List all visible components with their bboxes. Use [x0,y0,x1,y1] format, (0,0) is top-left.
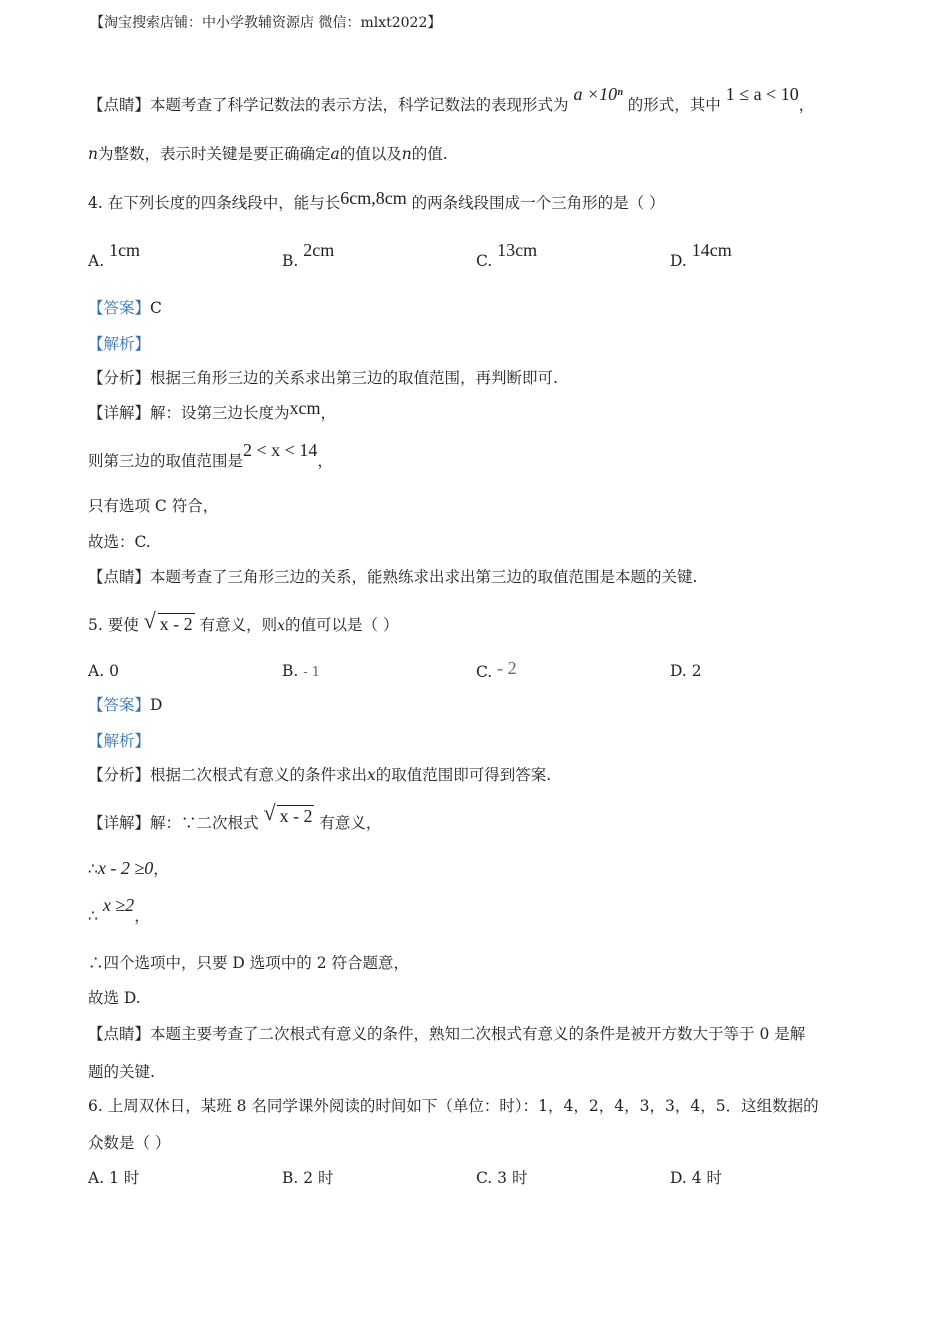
intro-line-2 [88,144,448,164]
q5-step-1: ∴x - 2 ≥0， [88,858,169,878]
q4-answer [88,298,162,318]
q4-detail-4: 故选：C. [88,533,151,551]
q4-dianjing: 【点睛】本题考查了三角形三边的关系，能熟练求出求出第三边的取值范围是本题的关键. [88,568,698,586]
intro-line2-text-3: 的值. [411,145,448,163]
q4-detail-1: 【详解】解：设第三边长度为xcm， [88,398,337,422]
q5-answer: 【答案】D [88,696,163,714]
q4-answer-value: C [150,299,162,317]
q5-option-c: C. - 2 [476,658,517,681]
var-n: n [88,145,98,163]
q5-dianjing-2: 题的关键. [88,1063,155,1081]
sci-notation-formula: a ×10ⁿ [573,84,623,104]
q4-detail-3: 只有选项 C 符合， [88,497,219,515]
q4-option-c: C. 13cm [476,240,538,270]
q5-detail-5: 故选 D. [88,989,141,1007]
q4-lengths: 6cm,8cm [340,188,407,208]
q5-option-b: B. - 1 [282,662,321,680]
page-header: 【淘宝搜索店铺：中小学教辅资源店 微信：mlxt2022】 [90,15,442,31]
sqrt-expression-2: √ x - 2 [263,800,313,826]
intro-line2-text: 为整数，表示时关键是要正确确定 [97,145,331,163]
q4-text-1: 4. 在下列长度的四条线段中，能与长 [88,194,341,212]
q6-stem-1: 6. 上周双休日，某班 8 名同学课外阅读的时间如下（单位：时）：1，4，2，4，3，3，4，5．这组数据的 [88,1097,819,1115]
q4-option-d: D. 14cm [670,240,732,270]
q5-step-2: ∴ x ≥2， [88,895,150,925]
q4-stem [88,188,665,213]
q5-option-d: D. 2 [670,662,702,680]
q6-option-d: D. 4 时 [670,1169,723,1187]
q5-detail-4: ∴四个选项中，只要 D 选项中的 2 符合题意， [88,954,409,972]
q4-option-b: B. 2cm [282,240,335,270]
intro-text-2: 的形式，其中 [627,96,721,114]
var-a: a [330,145,340,163]
q5-detail-1: 【详解】解：∵二次根式 √ x - 2 有意义， [88,800,382,832]
q5-analysis-tag: 【解析】 [88,732,151,750]
range-formula: 1 ≤ a < 10 [725,84,799,104]
q4-option-a: A. 1cm [88,240,141,270]
q4-fenxi: 【分析】根据三角形三边的关系求出第三边的取值范围，再判断即可. [88,369,558,387]
intro-line-1 [88,84,815,115]
dianjing-tag: 【点睛】 [88,96,151,114]
q6-option-a: A. 1 时 [88,1169,140,1187]
intro-line2-text-2: 的值以及 [339,145,402,163]
intro-text-1: 本题考查了科学记数法的表示方法，科学记数法的表现形式为 [150,96,569,114]
q4-text-2: 的两条线段围成一个三角形的是（ ） [411,194,665,212]
q5-stem: 5. 要使 √ x - 2 有意义，则x的值可以是（ ） [88,608,399,634]
q6-stem-2: 众数是（ ） [88,1134,171,1152]
q6-option-b: B. 2 时 [282,1169,334,1187]
q6-option-c: C. 3 时 [476,1169,528,1187]
answer-tag: 【答案】 [88,299,151,317]
sqrt-expression: √ x - 2 [143,608,193,634]
intro-text-3: ， [798,96,815,114]
q4-detail-2: 则第三边的取值范围是2 < x < 14， [88,440,333,470]
q5-fenxi: 【分析】根据二次根式有意义的条件求出x的取值范围即可得到答案. [88,766,552,784]
var-n-2: n [401,145,412,163]
q5-dianjing-1: 【点睛】本题主要考查了二次根式有意义的条件，熟知二次根式有意义的条件是被开方数大于等于 0 是解 [88,1025,806,1043]
q4-analysis-tag: 【解析】 [88,335,151,353]
q5-option-a: A. 0 [88,662,119,680]
